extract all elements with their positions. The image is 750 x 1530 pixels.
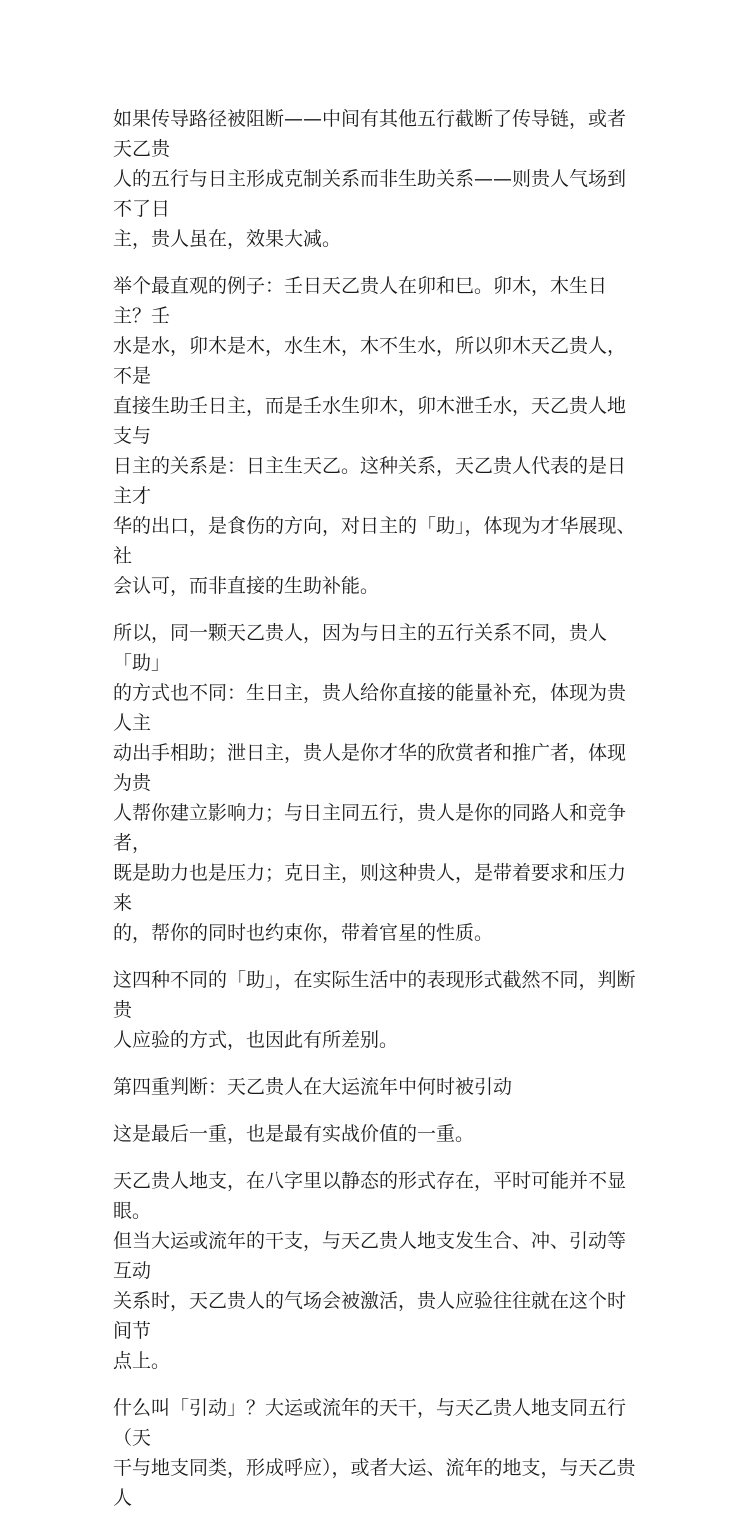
paragraph-four-helps: 这四种不同的「助」，在实际生活中的表现形式截然不同，判断贵 人应验的方式，也因此有所差别。	[113, 969, 636, 1051]
paragraph-conduction-blocked: 如果传导路径被阻断——中间有其他五行截断了传导链，或者天乙贵 人的五行与日主形成克制关系而非生助关系——则贵人气场到不了日 主，贵人虽在，效果大减。	[113, 108, 627, 250]
paragraph-last-layer: 这是最后一重，也是最有实战价值的一重。	[113, 1123, 475, 1145]
document-body	[113, 104, 641, 1530]
paragraph-help-modes: 所以，同一颗天乙贵人，因为与日主的五行关系不同，贵人「助」 的方式也不同：生日主，贵人给你直接的能量补充，体现为贵人主 动出手相助；泄日主，贵人是你才华的欣赏者和推广者，体现为贵 人帮你建立影响力；与日主同五行，贵人是你的同路人和竞争者， 既是助力也是压力；克日主，则这种贵人，是带着要求和压力来 的，帮你的同时也约束你，带着官星的性质。	[113, 622, 627, 944]
paragraph-ren-example: 举个最直观的例子：壬日天乙贵人在卯和巳。卯木，木生日主？壬 水是水，卯木是木，水生木，木不生水，所以卯木天乙贵人，不是 直接生助壬日主，而是壬水生卯木，卯木泄壬水，天乙贵人地支与 日主的关系是：日主生天乙。这种关系，天乙贵人代表的是日主才 华的出口，是食伤的方向，对日主的「助」，体现为才华展现、社 会认可，而非直接的生助补能。	[113, 275, 636, 597]
section-heading-fourth-judgment: 第四重判断：天乙贵人在大运流年中何时被引动	[113, 1076, 513, 1098]
paragraph-static-branch: 天乙贵人地支，在八字里以静态的形式存在，平时可能并不显眼。 但当大运或流年的干支，与天乙贵人地支发生合、冲、引动等互动 关系时，天乙贵人的气场会被激活，贵人应验往往就在这个时间节 点上。	[113, 1170, 627, 1372]
paragraph-what-is-trigger: 什么叫「引动」？大运或流年的天干，与天乙贵人地支同五行（天 干与地支同类，形成呼应），或者大运、流年的地支，与天乙贵人	[113, 1397, 636, 1509]
